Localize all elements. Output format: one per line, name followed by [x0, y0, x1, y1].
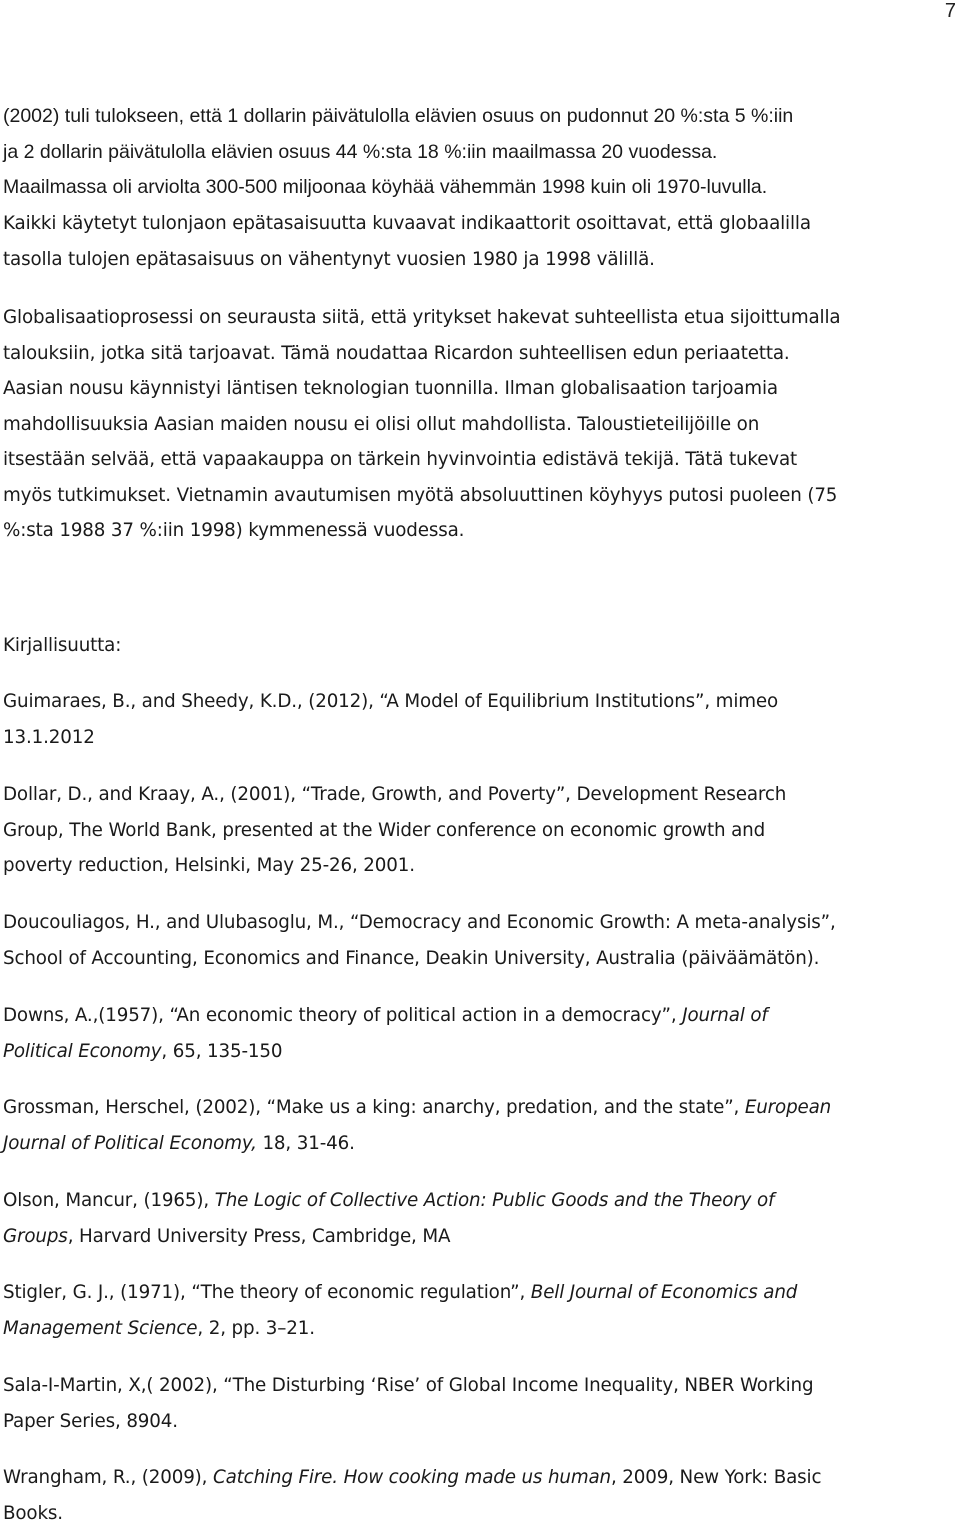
reference-line: [3, 848, 955, 884]
text-line: itsestään selvää, että vapaakauppa on tärkein hyvinvointia edistävä tekijä. Tätä tukevat: [3, 442, 955, 478]
reference-text: Doucouliagos, H., and Ulubasoglu, M., “Democracy and Economic Growth: A meta-analysis”,: [3, 912, 836, 933]
reference-line: [3, 941, 955, 977]
reference-text: , Harvard University Press, Cambridge, MA: [68, 1226, 451, 1247]
reference-line: [3, 1183, 955, 1219]
reference-entry: [3, 1368, 955, 1439]
reference-italic-text: Bell Journal of Economics and: [531, 1282, 797, 1303]
reference-line: [3, 1126, 955, 1162]
reference-italic-text: Journal of Political Economy,: [3, 1133, 257, 1154]
reference-line: [3, 1460, 955, 1496]
reference-text: Stigler, G. J., (1971), “The theory of economic regulation”,: [3, 1282, 531, 1303]
reference-text: Sala-I-Martin, X,( 2002), “The Disturbing ‘Rise’ of Global Income Inequality, NBER Working: [3, 1375, 813, 1396]
reference-italic-text: Catching Fire. How cooking made us human: [213, 1467, 611, 1488]
reference-text: Wrangham, R., (2009),: [3, 1467, 213, 1488]
reference-line: [3, 1368, 955, 1404]
reference-text: Downs, A.,(1957), “An economic theory of political action in a democracy”,: [3, 1005, 682, 1026]
reference-line: [3, 1034, 955, 1070]
text-line: tasolla tulojen epätasaisuus on vähentynyt vuosien 1980 ja 1998 välillä.: [3, 242, 955, 278]
reference-italic-text: Journal of: [682, 1005, 767, 1026]
reference-text: Dollar, D., and Kraay, A., (2001), “Trade, Growth, and Poverty”, Development Research: [3, 784, 786, 805]
references-heading: Kirjallisuutta:: [3, 628, 955, 664]
reference-italic-text: Management Science: [3, 1318, 197, 1339]
reference-text: Group, The World Bank, presented at the Wider conference on economic growth and: [3, 820, 765, 841]
reference-line: [3, 813, 955, 849]
page-number: 7: [945, 0, 956, 23]
reference-italic-text: The Logic of Collective Action: Public Goods and the Theory of: [215, 1190, 775, 1211]
reference-line: [3, 1404, 955, 1440]
reference-text: 13.1.2012: [3, 727, 95, 748]
reference-text: , 65, 135-150: [161, 1041, 282, 1062]
reference-entry: [3, 1183, 955, 1254]
text-line: Maailmassa oli arviolta 300-500 miljoonaa köyhää vähemmän 1998 kuin oli 1970-luvulla.: [3, 170, 955, 206]
reference-text: Grossman, Herschel, (2002), “Make us a king: anarchy, predation, and the state”,: [3, 1097, 745, 1118]
reference-entry: [3, 998, 955, 1069]
reference-entry: [3, 1460, 955, 1531]
reference-text: Olson, Mancur, (1965),: [3, 1190, 215, 1211]
text-line: Globalisaatioprosessi on seurausta siitä, että yritykset hakevat suhteellista etua sijoittumalla: [3, 300, 955, 336]
reference-line: [3, 1219, 955, 1255]
reference-entry: [3, 1275, 955, 1346]
paragraph-intro: [3, 99, 955, 206]
reference-line: [3, 1275, 955, 1311]
reference-entry: [3, 1090, 955, 1161]
reference-line: [3, 777, 955, 813]
reference-text: , 2009, New York: Basic: [611, 1467, 821, 1488]
reference-text: Paper Series, 8904.: [3, 1411, 178, 1432]
reference-entry: [3, 777, 955, 884]
reference-line: [3, 1311, 955, 1347]
paragraph-inequality: [3, 206, 955, 277]
text-line: Aasian nousu käynnistyi läntisen teknologian tuonnilla. Ilman globalisaation tarjoamia: [3, 371, 955, 407]
reference-line: [3, 1090, 955, 1126]
reference-line: [3, 1496, 955, 1531]
text-line: ja 2 dollarin päivätulolla elävien osuus 44 %:sta 18 %:iin maailmassa 20 vuodessa.: [3, 135, 955, 171]
reference-text: , 2, pp. 3–21.: [197, 1318, 314, 1339]
text-line: talouksiin, jotka sitä tarjoavat. Tämä noudattaa Ricardon suhteellisen edun periaatetta.: [3, 336, 955, 372]
reference-line: [3, 720, 955, 756]
text-line: (2002) tuli tulokseen, että 1 dollarin päivätulolla elävien osuus on pudonnut 20 %:sta 5 %:iin: [3, 99, 955, 135]
reference-entry: [3, 905, 955, 976]
reference-text: Books.: [3, 1503, 63, 1524]
paragraph-globalisation: [3, 300, 955, 549]
text-line: Kaikki käytetyt tulonjaon epätasaisuutta kuvaavat indikaattorit osoittavat, että globaalilla: [3, 206, 955, 242]
reference-text: poverty reduction, Helsinki, May 25-26, 2001.: [3, 855, 415, 876]
reference-italic-text: Political Economy: [3, 1041, 161, 1062]
reference-entry: [3, 684, 955, 755]
reference-line: [3, 998, 955, 1034]
reference-italic-text: Groups: [3, 1226, 68, 1247]
text-line: %:sta 1988 37 %:iin 1998) kymmenessä vuodessa.: [3, 513, 955, 549]
reference-text: Guimaraes, B., and Sheedy, K.D., (2012), “A Model of Equilibrium Institutions”, mimeo: [3, 691, 778, 712]
reference-text: 18, 31-46.: [257, 1133, 355, 1154]
text-line: mahdollisuuksia Aasian maiden nousu ei olisi ollut mahdollista. Taloustieteilijöille on: [3, 407, 955, 443]
reference-text: School of Accounting, Economics and Finance, Deakin University, Australia (päiväämätön).: [3, 948, 819, 969]
text-line: myös tutkimukset. Vietnamin avautumisen myötä absoluuttinen köyhyys putosi puoleen (75: [3, 478, 955, 514]
reference-italic-text: European: [745, 1097, 831, 1118]
reference-line: [3, 905, 955, 941]
reference-line: [3, 684, 955, 720]
